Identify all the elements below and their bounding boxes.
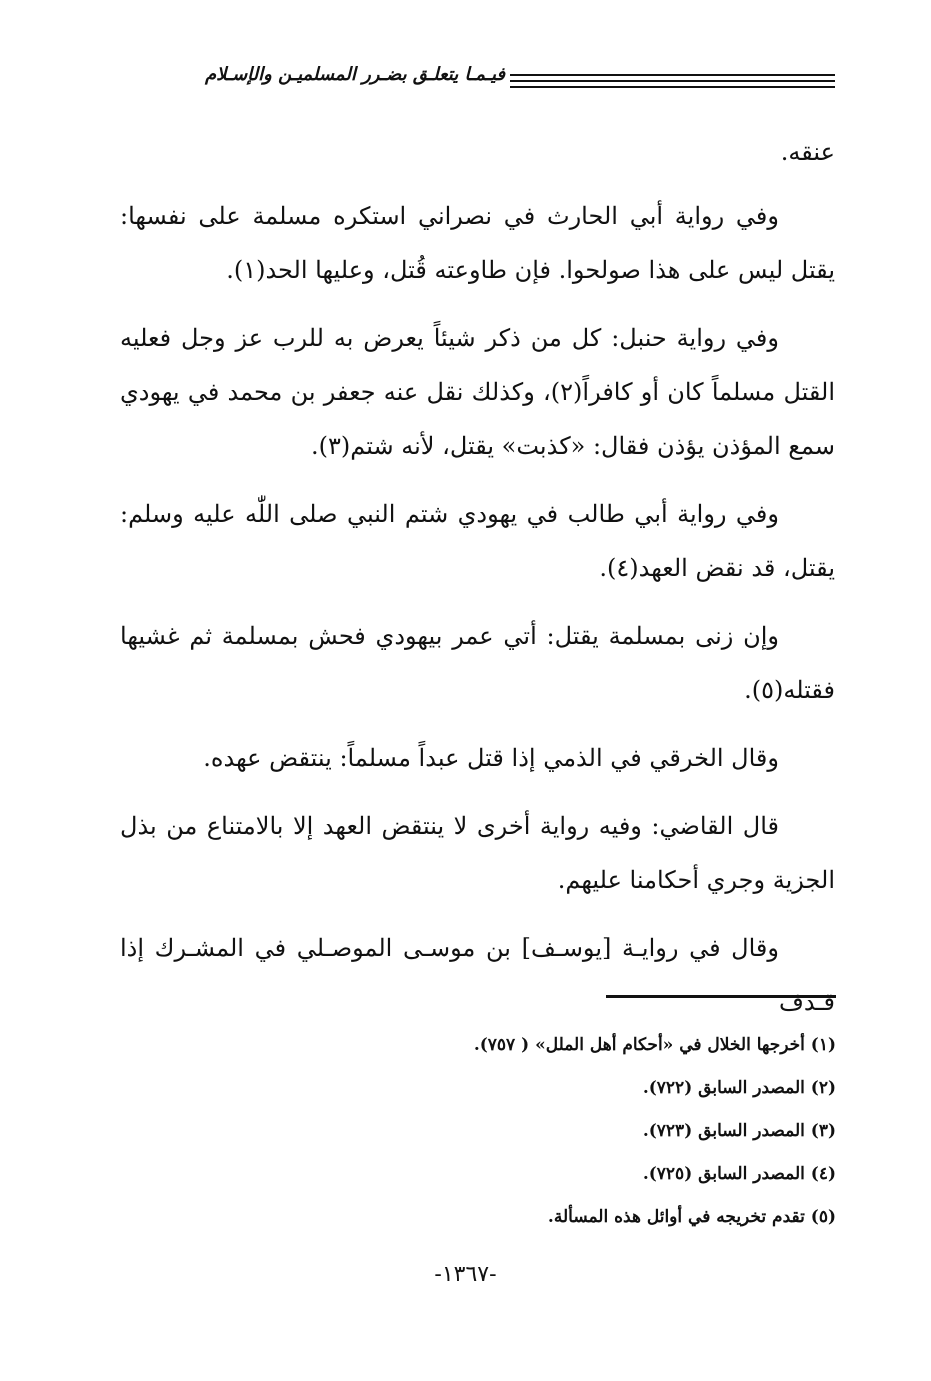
paragraph: وفي رواية أبي الحارث في نصراني استكره مسلمة على نفسها: يقتل ليس على هذا صولحوا. فإن طاوعته قُتل، وعليها الحد(١). (120, 202, 835, 284)
footnote: (٣) المصدر السابق (٧٢٣). (642, 1121, 836, 1141)
paragraph: وفي رواية أبي طالب في يهودي شتم النبي صلى اللّٰه عليه وسلم: يقتل، قد نقض العهد(٤). (120, 500, 835, 582)
paragraph: وقال الخرقي في الذمي إذا قتل عبداً مسلماً: ينتقض عهده. (203, 744, 779, 772)
footnote: (٤) المصدر السابق (٧٢٥). (642, 1164, 836, 1184)
footnote-separator (606, 995, 836, 998)
paragraph: قال القاضي: وفيه رواية أخرى لا ينتقض العهد إلا بالامتناع من بذل الجزية وجري أحكامنا عليهم. (120, 812, 835, 894)
running-header (120, 64, 835, 104)
header-title: فيـمـا يتعلـق بضـرر المسلميـن والإسـلام (204, 64, 505, 85)
body-text (120, 125, 835, 1043)
header-rule (510, 86, 835, 88)
footnote: (٥) تقدم تخريجه في أوائل هذه المسألة. (547, 1207, 836, 1227)
footnotes (316, 1024, 836, 1239)
paragraph: وفي رواية حنبل: كل من ذكر شيئاً يعرض به للرب عز وجل فعليه القتل مسلماً كان أو كافراً(٢)، وكذلك نقل عنه جعفر بن محمد في يهودي سمع المؤذن يؤذن فقال: «كذبت» يقتل، لأنه شتم(٣). (120, 324, 835, 460)
paragraph: وإن زنى بمسلمة يقتل: أتي عمر بيهودي فحش بمسلمة ثم غشيها فقتله(٥). (120, 622, 835, 704)
paragraph: وقال في روايـة [يوسـف] بن موسـى الموصـلي في المشـرك إذا قـذف (120, 934, 835, 1016)
footnote: (١) أخرجها الخلال في «أحكام أهل الملل» ( ٧٥٧). (473, 1035, 836, 1055)
paragraph: عنقه. (780, 138, 835, 166)
header-rule (510, 74, 835, 76)
header-rule (510, 80, 835, 82)
footnote: (٢) المصدر السابق (٧٢٢). (642, 1078, 836, 1098)
page-number: -١٣٦٧- (434, 1262, 497, 1287)
